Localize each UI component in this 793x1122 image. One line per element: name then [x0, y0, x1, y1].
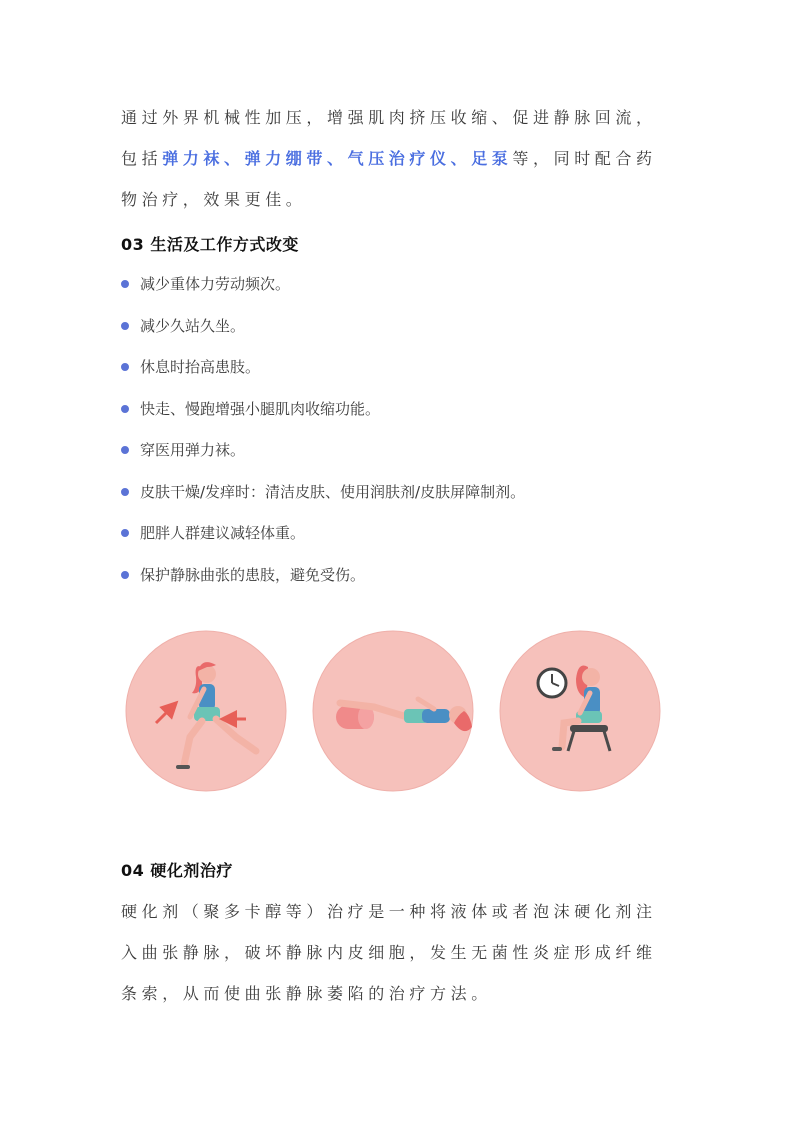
bullet-dot-icon	[121, 280, 129, 288]
lunge-exercise-icon	[126, 631, 286, 791]
list-item: 快走、慢跑增强小腿肌肉收缩功能。	[121, 395, 525, 437]
list-item: 保护静脉曲张的患肢，避免受伤。	[121, 561, 525, 603]
intro-paragraph	[121, 97, 673, 220]
bullet-dot-icon	[121, 405, 129, 413]
section-3-heading: 03 生活及工作方式改变	[121, 235, 299, 254]
bullet-dot-icon	[121, 446, 129, 454]
list-item: 休息时抬高患肢。	[121, 353, 525, 395]
list-item: 减少久站久坐。	[121, 312, 525, 354]
intro-text-2: 等，同时配合药物治疗，效果更佳。	[121, 149, 657, 209]
sitting-with-clock-icon	[500, 631, 660, 791]
section-4-heading: 04 硬化剂治疗	[121, 861, 233, 880]
bullet-dot-icon	[121, 529, 129, 537]
bullet-dot-icon	[121, 571, 129, 579]
leg-elevation-icon	[313, 631, 473, 791]
bullet-dot-icon	[121, 363, 129, 371]
list-item: 肥胖人群建议减轻体重。	[121, 519, 525, 561]
list-item: 穿医用弹力袜。	[121, 436, 525, 478]
bullet-dot-icon	[121, 322, 129, 330]
exercise-illustration	[118, 627, 678, 799]
intro-highlight: 弹力袜、弹力绷带、气压治疗仪、足泵	[162, 149, 513, 168]
bullet-dot-icon	[121, 488, 129, 496]
lifestyle-list	[121, 270, 525, 602]
list-item: 皮肤干燥/发痒时：清洁皮肤、使用润肤剂/皮肤屏障制剂。	[121, 478, 525, 520]
list-item: 减少重体力劳动频次。	[121, 270, 525, 312]
intro-text-1: 通过外界机械性加压，增强肌肉挤压收缩、促进静脉回流，包括	[121, 108, 657, 168]
sclerotherapy-paragraph: 硬化剂（聚多卡醇等）治疗是一种将液体或者泡沫硬化剂注入曲张静脉，破坏静脉内皮细胞，发生无菌性炎症形成纤维条索，从而使曲张静脉萎陷的治疗方法。	[121, 902, 657, 1003]
